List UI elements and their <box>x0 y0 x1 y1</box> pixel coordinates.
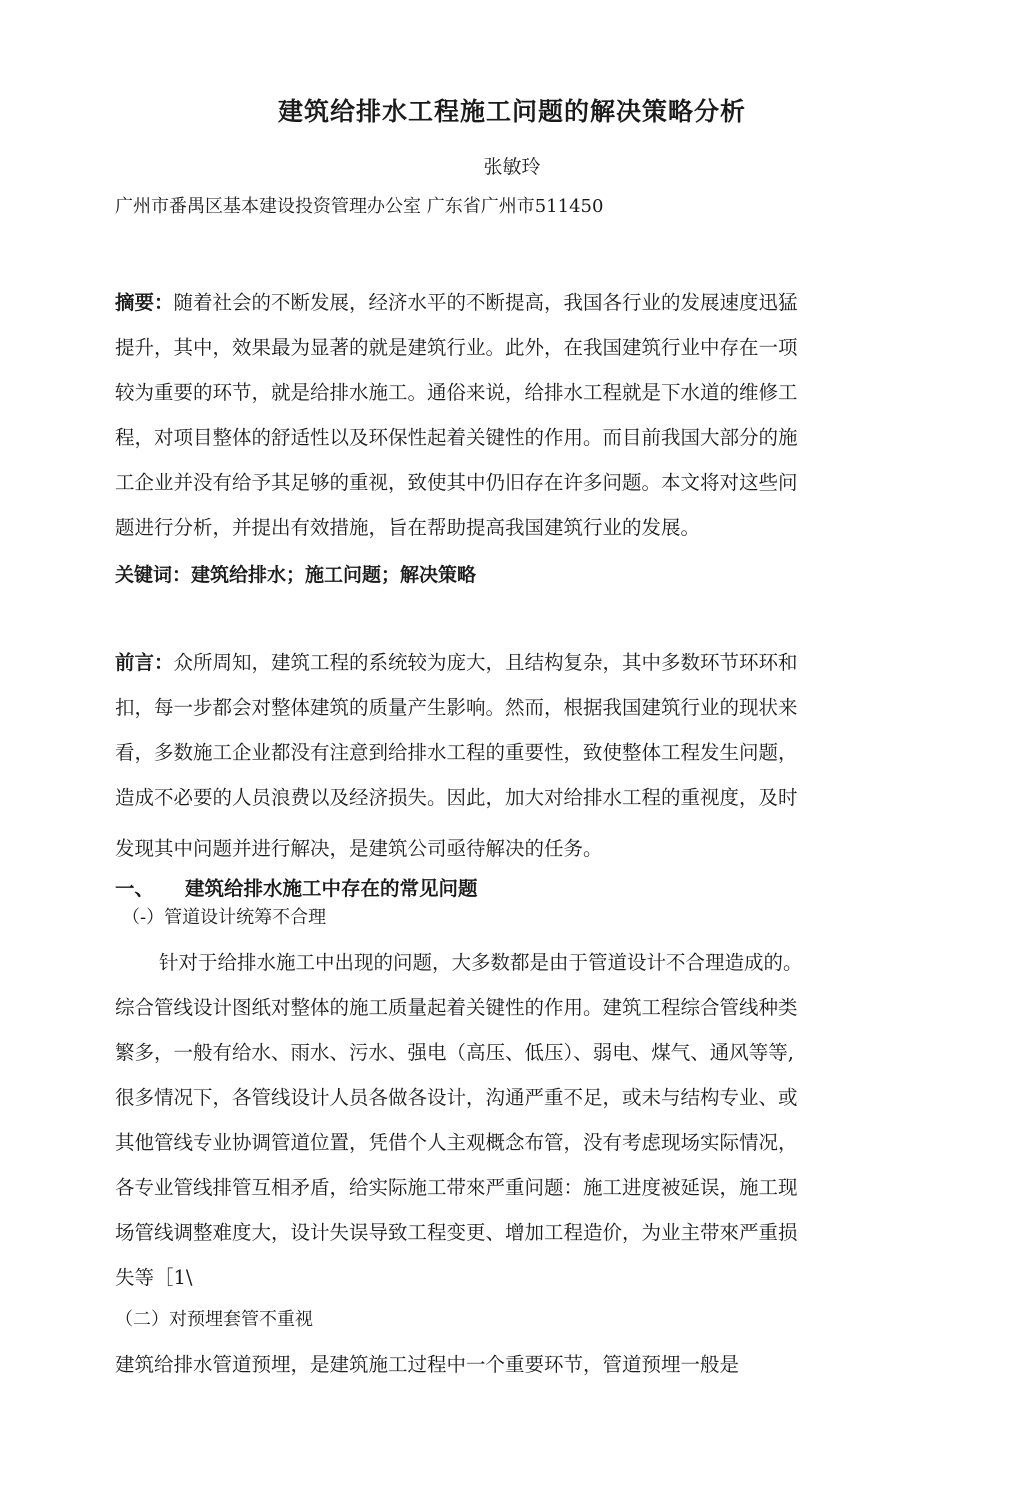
keywords-line: 关键词：建筑给排水；施工问题；解决策略 <box>115 564 477 586</box>
subsection-heading: （二）对预埋套管不重视 <box>115 1309 313 1330</box>
subsection-heading: （-）管道设计统筹不合理 <box>122 907 327 928</box>
abstract-line: 程，对项目整体的舒适性以及环保性起着关键性的作用。而目前我国大部分的施 <box>115 426 798 449</box>
body-line: 针对于给排水施工中出现的问题，大多数都是由于管道设计不合理造成的。 <box>159 951 803 974</box>
abstract-paragraph <box>115 280 895 550</box>
abstract-label: 摘要： <box>115 291 174 314</box>
body-line: 建筑给排水管道预埋，是建筑施工过程中一个重要环节，管道预埋一般是 <box>115 1353 740 1376</box>
preface-line: 造成不必要的人员浪费以及经济损失。因此，加大对给排水工程的重视度，及时 <box>115 786 798 809</box>
body-line: 其他管线专业协调管道位置，凭借个人主观概念布管，没有考虑现场实际情况， <box>115 1131 798 1154</box>
abstract-line: 工企业并没有给予其足够的重视，致使其中仍旧存在许多问题。本文将对这些问 <box>115 471 798 494</box>
abstract-line: 随着社会的不断发展，经济水平的不断提高，我国各行业的发展速度迅猛 <box>173 291 798 314</box>
body-line: 综合管线设计图纸对整体的施工质量起着关键性的作用。建筑工程综合管线种类 <box>115 996 798 1019</box>
body-line: 很多情况下，各管线设计人员各做各设计，沟通严重不足，或未与结构专业、或 <box>115 1086 798 1109</box>
author-affiliation: 广州市番禺区基本建设投资管理办公室 广东省广州市511450 <box>115 196 604 217</box>
section-number: 一、 <box>115 877 155 900</box>
preface-line: 众所周知，建筑工程的系统较为庞大，且结构复杂，其中多数环节环环和 <box>173 651 798 674</box>
abstract-line: 提升，其中，效果最为显著的就是建筑行业。此外，在我国建筑行业中存在一项 <box>115 336 798 359</box>
abstract-line: 题进行分析，并提出有效措施，旨在帮助提高我国建筑行业的发展。 <box>115 516 701 539</box>
preface-paragraph <box>115 640 895 871</box>
body-line: 各专业管线排管互相矛盾，给实际施工带來严重问题：施工进度被延误，施工现 <box>115 1176 798 1199</box>
subsection-paragraph <box>115 940 895 1300</box>
body-line: 场管线调整难度大，设计失误导致工程变更、增加工程造价，为业主带來严重损 <box>115 1221 798 1244</box>
preface-label: 前言： <box>115 651 174 674</box>
paper-title: 建筑给排水工程施工问题的解决策略分析 <box>277 97 746 126</box>
section-title: 建筑给排水施工中存在的常见问题 <box>185 877 478 900</box>
body-line: 繁多，一般有给水、雨水、污水、强电（高压、低压）、弱电、煤气、通风等等, <box>115 1041 794 1064</box>
preface-line: 看，多数施工企业都没有注意到给排水工程的重要性，致使整体工程发生问题， <box>115 741 798 764</box>
author-name: 张敏玲 <box>483 156 541 178</box>
subsection-paragraph <box>115 1342 895 1387</box>
section-heading <box>115 873 478 901</box>
preface-line: 扣，每一步都会对整体建筑的质量产生影响。然而，根据我国建筑行业的现状来 <box>115 696 798 719</box>
abstract-line: 较为重要的环节，就是给排水施工。通俗来说，给排水工程就是下水道的维修工 <box>115 381 798 404</box>
preface-line: 发现其中问题并进行解决，是建筑公司亟待解决的任务。 <box>115 837 603 860</box>
body-line: 失等［1\ <box>115 1266 193 1289</box>
